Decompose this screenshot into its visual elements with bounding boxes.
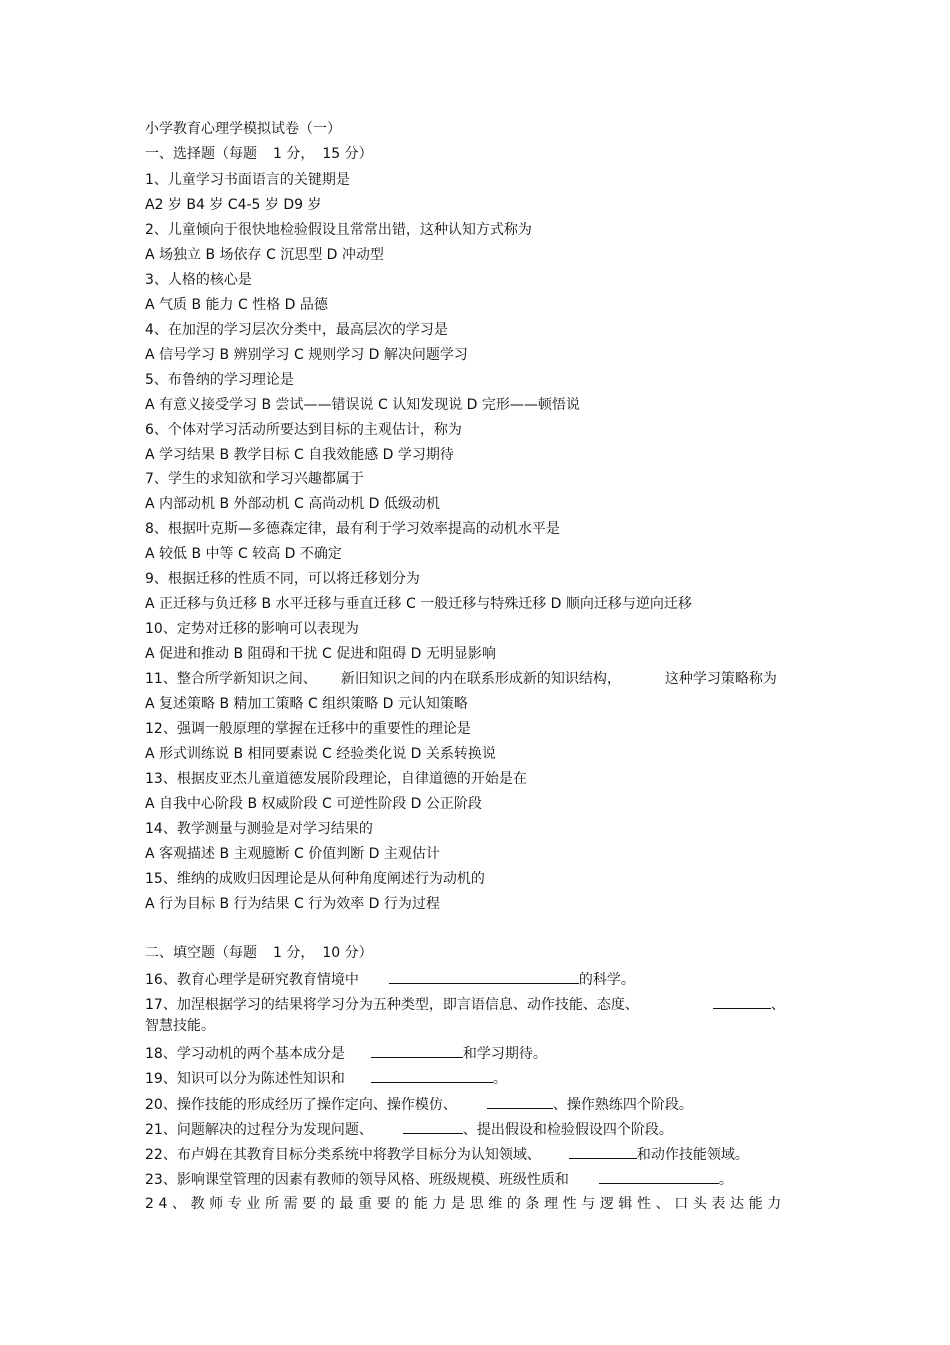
answer-blank-16[interactable]: [389, 969, 579, 984]
answer-blank-19[interactable]: [371, 1068, 493, 1083]
question-22: 22、布卢姆在其教育目标分类系统中将教学目标分为认知领域、 和动作技能领域。: [145, 1144, 749, 1165]
question-1: 1、儿童学习书面语言的关键期是: [145, 172, 350, 188]
page-title: 小学教育心理学模拟试卷（一）: [145, 121, 341, 137]
options-15: A 行为目标 B 行为结果 C 行为效率 D 行为过程: [145, 896, 440, 912]
options-1: A2 岁 B4 岁 C4-5 岁 D9 岁: [145, 197, 322, 213]
options-10: A 促进和推动 B 阻碍和干扰 C 促进和阻碍 D 无明显影响: [145, 646, 496, 662]
question-24: 24、教师专业所需要的最重要的能力是思维的条理性与逻辑性、口头表达能力: [145, 1196, 786, 1212]
options-5: A 有意义接受学习 B 尝试——错误说 C 认知发现说 D 完形——顿悟说: [145, 397, 580, 413]
question-20: 20、操作技能的形成经历了操作定向、操作模仿、 、操作熟练四个阶段。: [145, 1094, 693, 1115]
question-5: 5、布鲁纳的学习理论是: [145, 372, 294, 388]
section1-heading: 一、选择题（每题 1 分， 15 分）: [145, 146, 373, 162]
options-7: A 内部动机 B 外部动机 C 高尚动机 D 低级动机: [145, 496, 440, 512]
question-17: 17、加涅根据学习的结果将学习分为五种类型，即言语信息、动作技能、态度、 、: [145, 994, 785, 1015]
question-3: 3、人格的核心是: [145, 272, 252, 288]
question-23: 23、影响课堂管理的因素有教师的领导风格、班级规模、班级性质和 。: [145, 1169, 733, 1190]
answer-blank-20[interactable]: [487, 1094, 553, 1109]
options-6: A 学习结果 B 教学目标 C 自我效能感 D 学习期待: [145, 447, 454, 463]
options-2: A 场独立 B 场依存 C 沉思型 D 冲动型: [145, 247, 384, 263]
answer-blank-22[interactable]: [569, 1144, 637, 1159]
question-12: 12、强调一般原理的掌握在迁移中的重要性的理论是: [145, 721, 471, 737]
answer-blank-23[interactable]: [599, 1169, 719, 1184]
question-8: 8、根据叶克斯—多德森定律，最有利于学习效率提高的动机水平是: [145, 521, 560, 537]
question-18: 18、学习动机的两个基本成分是 和学习期待。: [145, 1043, 547, 1064]
options-13: A 自我中心阶段 B 权威阶段 C 可逆性阶段 D 公正阶段: [145, 796, 482, 812]
options-8: A 较低 B 中等 C 较高 D 不确定: [145, 546, 342, 562]
question-7: 7、学生的求知欲和学习兴趣都属于: [145, 471, 364, 487]
question-9: 9、根据迁移的性质不同，可以将迁移划分为: [145, 571, 420, 587]
question-15: 15、维纳的成败归因理论是从何种角度阐述行为动机的: [145, 871, 485, 887]
answer-blank-17[interactable]: [713, 994, 771, 1009]
question-16: 16、教育心理学是研究教育情境中 的科学。: [145, 969, 635, 990]
options-3: A 气质 B 能力 C 性格 D 品德: [145, 297, 328, 313]
question-14: 14、教学测量与测验是对学习结果的: [145, 821, 373, 837]
options-14: A 客观描述 B 主观臆断 C 价值判断 D 主观估计: [145, 846, 440, 862]
options-12: A 形式训练说 B 相同要素说 C 经验类化说 D 关系转换说: [145, 746, 496, 762]
answer-blank-21[interactable]: [403, 1119, 463, 1134]
options-4: A 信号学习 B 辨别学习 C 规则学习 D 解决问题学习: [145, 347, 468, 363]
question-17-cont: 智慧技能。: [145, 1018, 215, 1034]
question-21: 21、问题解决的过程分为发现问题、 、提出假设和检验假设四个阶段。: [145, 1119, 673, 1140]
question-11: 11、整合所学新知识之间、 新旧知识之间的内在联系形成新的知识结构， 这种学习策略称为: [145, 671, 777, 687]
options-9: A 正迁移与负迁移 B 水平迁移与垂直迁移 C 一般迁移与特殊迁移 D 顺向迁移与逆向迁移: [145, 596, 692, 612]
question-4: 4、在加涅的学习层次分类中，最高层次的学习是: [145, 322, 448, 338]
answer-blank-18[interactable]: [371, 1043, 463, 1058]
question-13: 13、根据皮亚杰儿童道德发展阶段理论，自律道德的开始是在: [145, 771, 527, 787]
question-6: 6、个体对学习活动所要达到目标的主观估计，称为: [145, 422, 462, 438]
question-2: 2、儿童倾向于很快地检验假设且常常出错，这种认知方式称为: [145, 222, 532, 238]
question-10: 10、定势对迁移的影响可以表现为: [145, 621, 359, 637]
section2-heading: 二、填空题（每题 1 分， 10 分）: [145, 945, 373, 961]
question-19: 19、知识可以分为陈述性知识和 。: [145, 1068, 507, 1089]
options-11: A 复述策略 B 精加工策略 C 组织策略 D 元认知策略: [145, 696, 468, 712]
